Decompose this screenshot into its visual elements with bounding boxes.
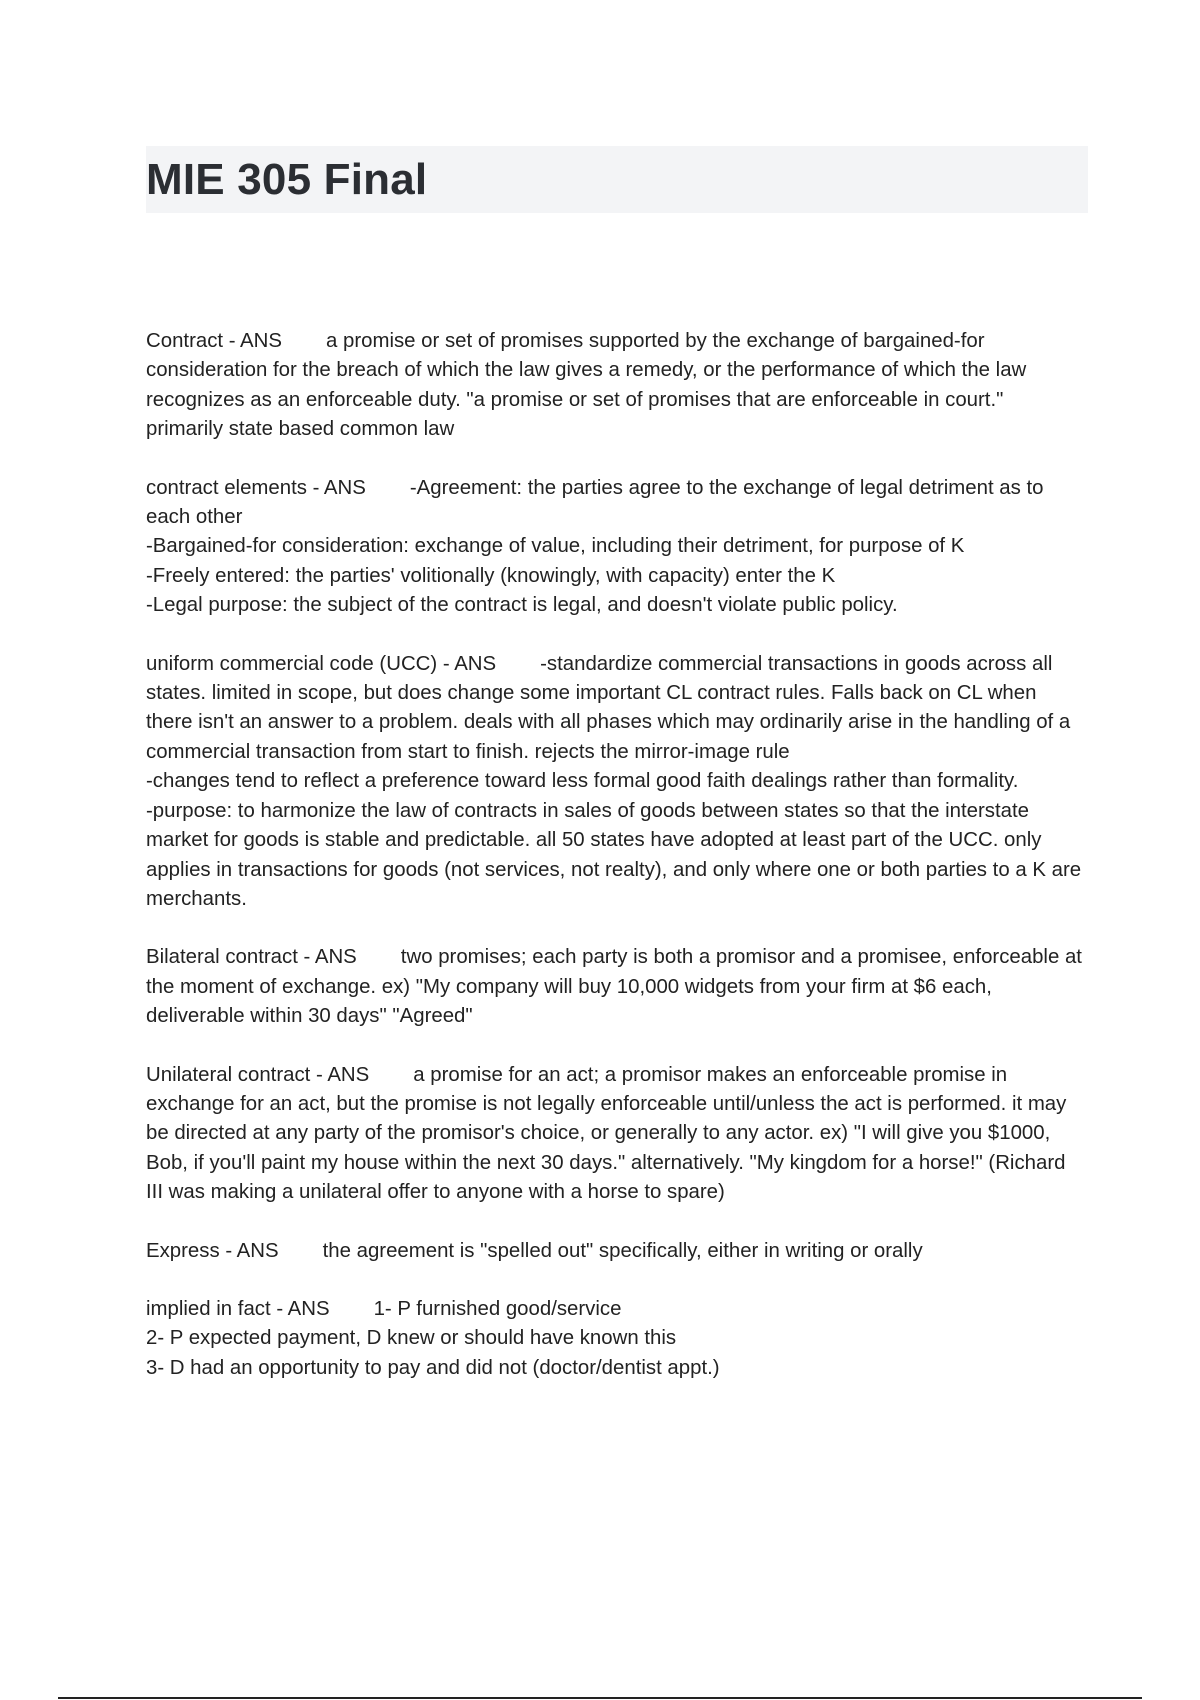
entry-definition: -Agreement: the parties agree to the exchange of legal detriment as to each other	[146, 476, 1044, 529]
entry-term: Express - ANS	[146, 1239, 279, 1262]
entry-definition: a promise for an act; a promisor makes an enforceable promise in exchange for an act, but the promise is not legally enforceable until/unless the act is performed. it may be directed at any party of the promisor's choice, or generally to any actor. ex) "I will give you $1000, Bob, if you'll paint my house within the next 30 days." alternatively. "My kingdom for a horse!" (Richard III was making a unilateral offer to anyone with a horse to spare)	[146, 1063, 1067, 1204]
entry-line	[146, 650, 1086, 768]
entry-line	[146, 943, 1086, 1031]
entry-line: -Bargained-for consideration: exchange of value, including their detriment, for purpose of K	[146, 535, 965, 558]
entry-definition: -standardize commercial transactions in goods across all states. limited in scope, but does change some important CL contract rules. Falls back on CL when there isn't an answer to a problem. deals with all phases which may ordinarily arise in the handling of a commercial transaction from start to finish. rejects the mirror-image rule	[146, 652, 1071, 763]
entry-line	[146, 327, 1086, 445]
entry-line: 3- D had an opportunity to pay and did not (doctor/dentist appt.)	[146, 1356, 720, 1379]
flashcard-entry-ucc	[146, 650, 1086, 915]
entry-line: 2- P expected payment, D knew or should have known this	[146, 1327, 677, 1350]
entry-term: Bilateral contract - ANS	[146, 946, 357, 969]
entry-definition: a promise or set of promises supported by the exchange of bargained-for consideration for the breach of which the law gives a remedy, or the performance of which the law recognizes as an enforceable duty. "a promise or set of promises that are enforceable in court." primarily state based common law	[146, 330, 1027, 441]
entry-line: -Freely entered: the parties' volitionally (knowingly, with capacity) enter the K	[146, 564, 836, 587]
flashcard-entry-bilateral	[146, 943, 1086, 1031]
entry-definition: two promises; each party is both a promisor and a promisee, enforceable at the moment of exchange. ex) "My company will buy 10,000 widgets from your firm at $6 each, deliverable within 30 days" "Agreed"	[146, 946, 1082, 1028]
entry-line	[146, 1295, 1086, 1324]
flashcard-entry-express	[146, 1237, 1086, 1266]
entry-term: Contract - ANS	[146, 330, 282, 352]
entry-line	[146, 474, 1086, 533]
flashcard-entry-implied-in-fact	[146, 1295, 1086, 1383]
flashcard-entry-contract-elements	[146, 474, 1086, 621]
entry-definition: the agreement is "spelled out" specifically, either in writing or orally	[322, 1239, 923, 1262]
entry-line: -purpose: to harmonize the law of contracts in sales of goods between states so that the interstate market for goods is stable and predictable. all 50 states have adopted at least part of the UCC. only applies in transactions for goods (not services, not realty), and only where one or both parties to a K are merchants.	[146, 799, 1082, 910]
entry-line	[146, 1237, 1086, 1266]
flashcard-entry-unilateral	[146, 1061, 1086, 1208]
entry-line	[146, 1061, 1086, 1208]
entry-term: Unilateral contract - ANS	[146, 1063, 370, 1086]
title-banner	[146, 146, 1088, 213]
page-title: MIE 305 Final	[146, 155, 428, 204]
entry-term: contract elements - ANS	[146, 476, 366, 499]
flashcard-list	[146, 327, 1086, 1412]
entry-line: -Legal purpose: the subject of the contract is legal, and doesn't violate public policy.	[146, 594, 898, 617]
page-footer-divider	[58, 1697, 1142, 1699]
entry-term: uniform commercial code (UCC) - ANS	[146, 652, 497, 675]
entry-line: -changes tend to reflect a preference toward less formal good faith dealings rather than formality.	[146, 770, 1019, 793]
flashcard-entry-contract	[146, 327, 1086, 445]
entry-term: implied in fact - ANS	[146, 1297, 330, 1320]
entry-definition: 1- P furnished good/service	[373, 1297, 622, 1320]
